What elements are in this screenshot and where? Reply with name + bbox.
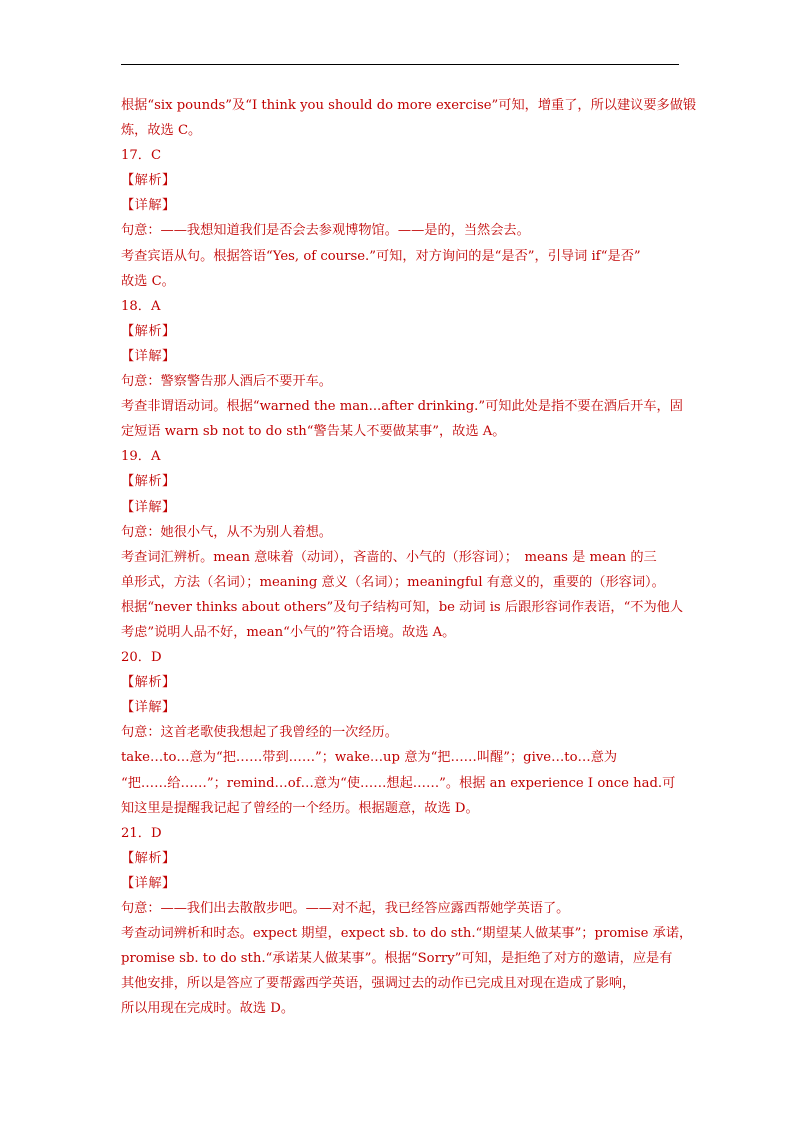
explanation-line: 句意：——我想知道我们是否会去参观博物馆。——是的，当然会去。 [121, 223, 530, 239]
explanation-line: 其他安排，所以是答应了要帮露西学英语，强调过去的动作已完成且对现在造成了影响， [121, 976, 636, 992]
explanation-line: 根据“six pounds”及“I think you should do more exercise”可知，增重了，所以建议要多做锻 [121, 98, 697, 113]
explanation-line: 单形式，方法（名词）；meaning 意义（名词）；meaningful 有意义的，重要的（形容词）。 [121, 574, 665, 590]
section-label: 【详解】 [121, 499, 176, 515]
question-answer-number: 19．A [121, 449, 161, 465]
question-answer-number: 17．C [121, 148, 162, 164]
section-label: 【解析】 [121, 850, 176, 866]
explanation-line: promise sb. to do sth.“承诺某人做某事”。根据“Sorry”可知，是拒绝了对方的邀请，应是有 [121, 951, 673, 967]
explanation-line: 考查词汇辨析。mean 意味着（动词），吝啬的、小气的（形容词）； means 是 mean 的三 [121, 549, 657, 565]
explanation-line: 句意：——我们出去散散步吧。——对不起，我已经答应露西帮她学英语了。 [121, 901, 570, 916]
section-label: 【详解】 [121, 700, 176, 716]
explanation-line: 句意：警察警告那人酒后不要开车。 [121, 374, 332, 390]
section-label: 【详解】 [121, 875, 176, 891]
section-label: 【解析】 [121, 675, 176, 691]
question-answer-number: 18．A [121, 298, 161, 314]
section-label: 【解析】 [121, 323, 176, 339]
explanation-line: 炼，故选 C。 [121, 123, 202, 139]
explanation-line: take…to…意为“把……带到……”；wake…up 意为“把……叫醒”；give…to…意为 [121, 750, 618, 766]
explanation-line: 句意：这首老歌使我想起了我曾经的一次经历。 [121, 725, 398, 741]
question-answer-number: 21．D [121, 825, 162, 841]
explanation-line: 所以用现在完成时。故选 D。 [121, 1001, 295, 1017]
section-label: 【详解】 [121, 198, 176, 214]
answer-content [121, 93, 697, 1021]
explanation-line: 句意：她很小气，从不为别人着想。 [121, 524, 332, 540]
explanation-line: 故选 C。 [121, 273, 175, 289]
explanation-line: 考查宾语从句。根据答语“Yes, of course.”可知，对方询问的是“是否”，引导词 if“是否” [121, 248, 641, 264]
section-label: 【解析】 [121, 474, 176, 490]
explanation-line: 定短语 warn sb not to do sth“警告某人不要做某事”，故选 A。 [121, 424, 506, 440]
explanation-line: 知这里是提醒我记起了曾经的一个经历。根据题意，故选 D。 [121, 800, 479, 816]
header-rule [121, 64, 679, 65]
explanation-line: “把……给……”；remind…of…意为“使……想起……”。根据 an experience I once had.可 [121, 775, 676, 791]
section-label: 【解析】 [121, 173, 176, 189]
question-answer-number: 20．D [121, 650, 162, 666]
explanation-line: 考查动词辨析和时态。expect 期望，expect sb. to do sth.“期望某人做某事”；promise 承诺， [121, 926, 693, 942]
section-label: 【详解】 [121, 348, 176, 364]
explanation-line: 考虑”说明人品不好，mean“小气的”符合语境。故选 A。 [121, 624, 456, 640]
explanation-line: 根据“never thinks about others”及句子结构可知，be 动词 is 后跟形容词作表语，“不为他人 [121, 599, 684, 615]
explanation-line: 考查非谓语动词。根据“warned the man...after drinking.”可知此处是指不要在酒后开车，固 [121, 399, 683, 415]
